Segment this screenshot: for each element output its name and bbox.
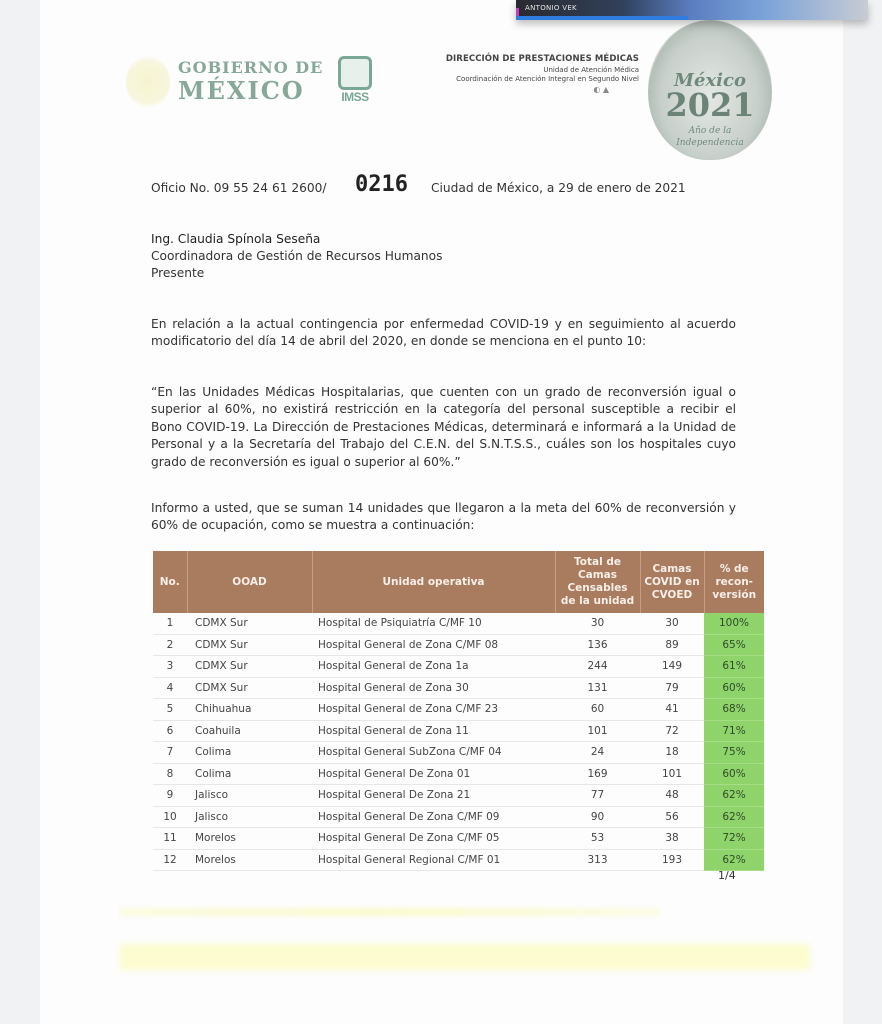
cell-unidad: Hospital General de Zona 11 xyxy=(312,720,555,742)
video-call-overlay[interactable] xyxy=(516,0,868,20)
unit-name: Unidad de Atención Médica xyxy=(543,66,639,74)
imss-logo xyxy=(338,56,372,106)
cell-total-camas: 136 xyxy=(555,634,640,656)
cell-unidad: Hospital General De Zona C/MF 05 xyxy=(312,828,555,850)
direction-name: DIRECCIÓN DE PRESTACIONES MÉDICAS xyxy=(445,54,639,64)
participant-name: ANTONIO VEK xyxy=(525,4,577,12)
cell-camas-covid: 79 xyxy=(640,677,704,699)
recipient-title: Coordinadora de Gestión de Recursos Humanos xyxy=(151,249,443,263)
recipient-closing: Presente xyxy=(151,266,205,280)
cell-unidad: Hospital General de Zona 30 xyxy=(312,677,555,699)
cell-ooad: Morelos xyxy=(187,828,312,850)
cell-camas-covid: 72 xyxy=(640,720,704,742)
col-header-ooad: OOAD xyxy=(187,551,312,613)
cell-no: 7 xyxy=(153,742,187,764)
cell-total-camas: 313 xyxy=(555,849,640,871)
cell-camas-covid: 18 xyxy=(640,742,704,764)
cell-camas-covid: 193 xyxy=(640,849,704,871)
cell-camas-covid: 101 xyxy=(640,763,704,785)
cell-ooad: CDMX Sur xyxy=(187,613,312,634)
cell-no: 5 xyxy=(153,699,187,721)
department-header xyxy=(446,54,639,94)
folio-stamp: 0216 xyxy=(355,172,408,197)
cell-camas-covid: 89 xyxy=(640,634,704,656)
cell-no: 3 xyxy=(153,656,187,678)
cell-pct: 60% xyxy=(704,763,764,785)
cell-pct: 68% xyxy=(704,699,764,721)
cell-unidad: Hospital General Regional C/MF 01 xyxy=(312,849,555,871)
col-header-camas-covid: Camas COVID en CVOED xyxy=(640,551,704,613)
page-indicator: 1/4 xyxy=(718,869,736,882)
cell-no: 12 xyxy=(153,849,187,871)
cell-camas-covid: 56 xyxy=(640,806,704,828)
cell-unidad: Hospital General de Zona C/MF 08 xyxy=(312,634,555,656)
col-header-total-camas: Total de Camas Censables de la unidad xyxy=(555,551,640,613)
table-row xyxy=(153,656,764,678)
gobierno-logo-line1: GOBIERNO DE xyxy=(178,58,324,77)
table-row xyxy=(153,699,764,721)
cell-no: 1 xyxy=(153,613,187,634)
coordination-name: Coordinación de Atención Integral en Segundo Nivel xyxy=(456,75,639,83)
cell-total-camas: 90 xyxy=(555,806,640,828)
col-header-pct: % de recon-versión xyxy=(704,551,764,613)
cell-total-camas: 101 xyxy=(555,720,640,742)
speaker-indicator xyxy=(516,8,519,16)
cell-ooad: Jalisco xyxy=(187,785,312,807)
table-row xyxy=(153,742,764,764)
col-header-unidad: Unidad operativa xyxy=(312,551,555,613)
cell-total-camas: 60 xyxy=(555,699,640,721)
cell-unidad: Hospital General SubZona C/MF 04 xyxy=(312,742,555,764)
imss-emblem-icon xyxy=(338,56,372,90)
cell-camas-covid: 48 xyxy=(640,785,704,807)
cell-total-camas: 24 xyxy=(555,742,640,764)
cell-total-camas: 30 xyxy=(555,613,640,634)
coat-of-arms-icon xyxy=(126,55,170,109)
cell-unidad: Hospital General De Zona 01 xyxy=(312,763,555,785)
cell-total-camas: 169 xyxy=(555,763,640,785)
cell-pct: 75% xyxy=(704,742,764,764)
cell-ooad: Colima xyxy=(187,763,312,785)
col-header-no: No. xyxy=(153,551,187,613)
cell-pct: 72% xyxy=(704,828,764,850)
cell-pct: 62% xyxy=(704,785,764,807)
table-row xyxy=(153,785,764,807)
small-emblem-icon: ◐ ▲ xyxy=(593,85,609,94)
cell-ooad: Colima xyxy=(187,742,312,764)
badge-ano: Año de la xyxy=(688,126,732,136)
faded-text-line xyxy=(120,908,660,916)
table-row xyxy=(153,806,764,828)
badge-mexico: México xyxy=(674,70,746,91)
cell-no: 10 xyxy=(153,806,187,828)
progress-bar xyxy=(516,16,688,20)
cell-ooad: CDMX Sur xyxy=(187,634,312,656)
cell-pct: 60% xyxy=(704,677,764,699)
table-row xyxy=(153,849,764,871)
hospitals-table xyxy=(153,551,764,871)
cell-ooad: Chihuahua xyxy=(187,699,312,721)
body-paragraph-3: Informo a usted, que se suman 14 unidades que llegaron a la meta del 60% de reconversión y 60% de ocupación, como se muestra a continuación: xyxy=(151,501,736,533)
cell-no: 8 xyxy=(153,763,187,785)
cell-no: 6 xyxy=(153,720,187,742)
cell-camas-covid: 30 xyxy=(640,613,704,634)
body-quote: “En las Unidades Médicas Hospitalarias, que cuenten con un grado de reconversión igual o superior al 60%, no existirá restricción en la categoría del personal susceptible a recibir el Bono COVID-19. La Dirección de Prestaciones Médicas, determinará e informará a la Unidad de Personal y a la Secretaría del Trabajo del C.E.N. del S.N.T.S.S., cuáles son los hospitales cuyo grado de reconversión es igual o superior al 60%.” xyxy=(151,385,736,469)
cell-no: 2 xyxy=(153,634,187,656)
table-row xyxy=(153,613,764,634)
table-header-row xyxy=(153,551,764,613)
cell-total-camas: 131 xyxy=(555,677,640,699)
cell-pct: 61% xyxy=(704,656,764,678)
table-row xyxy=(153,828,764,850)
cell-unidad: Hospital General De Zona 21 xyxy=(312,785,555,807)
recipient-name: Ing. Claudia Spínola Seseña xyxy=(151,232,321,246)
badge-independencia: Independencia xyxy=(676,138,744,148)
imss-logo-label: IMSS xyxy=(341,90,369,104)
cell-pct: 71% xyxy=(704,720,764,742)
cell-ooad: Jalisco xyxy=(187,806,312,828)
cell-pct: 62% xyxy=(704,806,764,828)
cell-camas-covid: 38 xyxy=(640,828,704,850)
cell-total-camas: 244 xyxy=(555,656,640,678)
gobierno-logo-line2: MÉXICO xyxy=(178,76,305,105)
cell-ooad: Morelos xyxy=(187,849,312,871)
cell-unidad: Hospital General De Zona C/MF 09 xyxy=(312,806,555,828)
cell-ooad: CDMX Sur xyxy=(187,656,312,678)
cell-unidad: Hospital General de Zona C/MF 23 xyxy=(312,699,555,721)
cell-no: 9 xyxy=(153,785,187,807)
cell-camas-covid: 41 xyxy=(640,699,704,721)
cell-total-camas: 53 xyxy=(555,828,640,850)
table-row xyxy=(153,720,764,742)
cell-total-camas: 77 xyxy=(555,785,640,807)
table-row xyxy=(153,634,764,656)
cell-unidad: Hospital de Psiquiatría C/MF 10 xyxy=(312,613,555,634)
cell-pct: 100% xyxy=(704,613,764,634)
place-date: Ciudad de México, a 29 de enero de 2021 xyxy=(431,181,686,195)
mexico-2021-badge xyxy=(648,20,772,160)
body-paragraph-1: En relación a la actual contingencia por enfermedad COVID-19 y en seguimiento al acuerdo modificatorio del día 14 de abril del 2020, en donde se menciona en el punto 10: xyxy=(151,317,736,349)
badge-year: 2021 xyxy=(665,86,755,124)
faded-footer-band xyxy=(120,944,810,970)
cell-unidad: Hospital General de Zona 1a xyxy=(312,656,555,678)
cell-no: 11 xyxy=(153,828,187,850)
table-row xyxy=(153,763,764,785)
document-page xyxy=(40,0,843,1024)
cell-ooad: Coahuila xyxy=(187,720,312,742)
cell-pct: 65% xyxy=(704,634,764,656)
cell-pct: 62% xyxy=(704,849,764,871)
table-row xyxy=(153,677,764,699)
cell-camas-covid: 149 xyxy=(640,656,704,678)
cell-ooad: CDMX Sur xyxy=(187,677,312,699)
oficio-number: Oficio No. 09 55 24 61 2600/ xyxy=(151,181,327,195)
cell-no: 4 xyxy=(153,677,187,699)
